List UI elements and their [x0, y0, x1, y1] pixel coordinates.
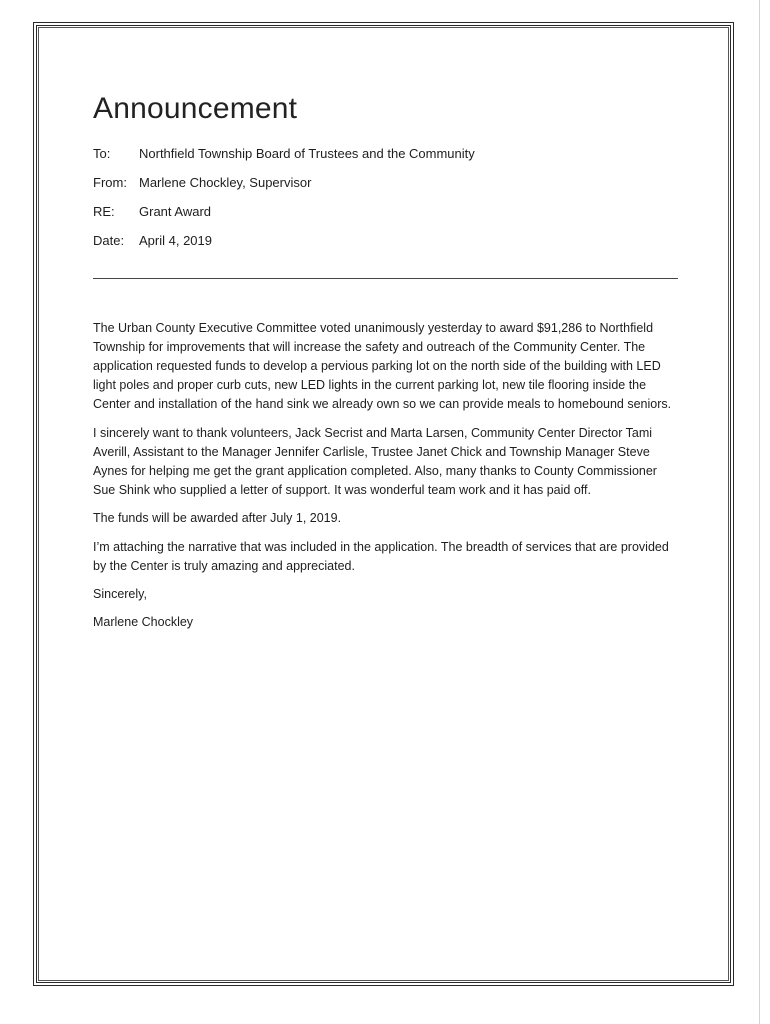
- re-label: RE:: [93, 204, 115, 219]
- page-border-inner: [38, 27, 729, 981]
- header-divider: [93, 278, 678, 279]
- body-paragraph-funds-date: The funds will be awarded after July 1, 2019.: [93, 511, 342, 525]
- signature-name: Marlene Chockley: [93, 615, 194, 629]
- document-title: Announcement: [93, 92, 298, 125]
- body-paragraph-thanks: I sincerely want to thank volunteers, Jack Secrist and Marta Larsen, Community Center Director Tami Averill, Assistant to the Manager Jennifer Carlisle, Trustee Janet Chick and Township Manager Steve Aynes for helping me get the grant application completed. Also, many thanks to County Commissioner Sue Shink who supplied a letter of support. It was wonderful team work and it has paid off.: [93, 426, 657, 497]
- memo-from-row: [93, 175, 311, 191]
- date-value: April 4, 2019: [139, 233, 212, 248]
- date-label: Date:: [93, 233, 125, 248]
- to-label: To:: [93, 146, 111, 161]
- memo-to-row: [93, 146, 475, 162]
- page-edge-line: [759, 0, 760, 1024]
- from-label: From:: [93, 175, 127, 190]
- memo-re-row: [93, 204, 211, 220]
- re-value: Grant Award: [139, 204, 212, 219]
- memo-date-row: [93, 233, 212, 249]
- to-value: Northfield Township Board of Trustees and the Community: [139, 146, 475, 161]
- body-paragraph-narrative: I’m attaching the narrative that was included in the application. The breadth of services that are provided by the Center is truly amazing and appreciated.: [93, 540, 669, 573]
- from-value: Marlene Chockley, Supervisor: [139, 175, 312, 190]
- closing-text: Sincerely,: [93, 587, 147, 601]
- body-paragraph-award: The Urban County Executive Committee voted unanimously yesterday to award $91,286 to Northfield Township for improvements that will increase the safety and outreach of the Community Center. The application requested funds to develop a pervious parking lot on the north side of the building with LED light poles and proper curb cuts, new LED lights in the current parking lot, new tile flooring inside the Center and installation of the hand sink we already own so we can provide meals to homebound seniors.: [93, 321, 672, 411]
